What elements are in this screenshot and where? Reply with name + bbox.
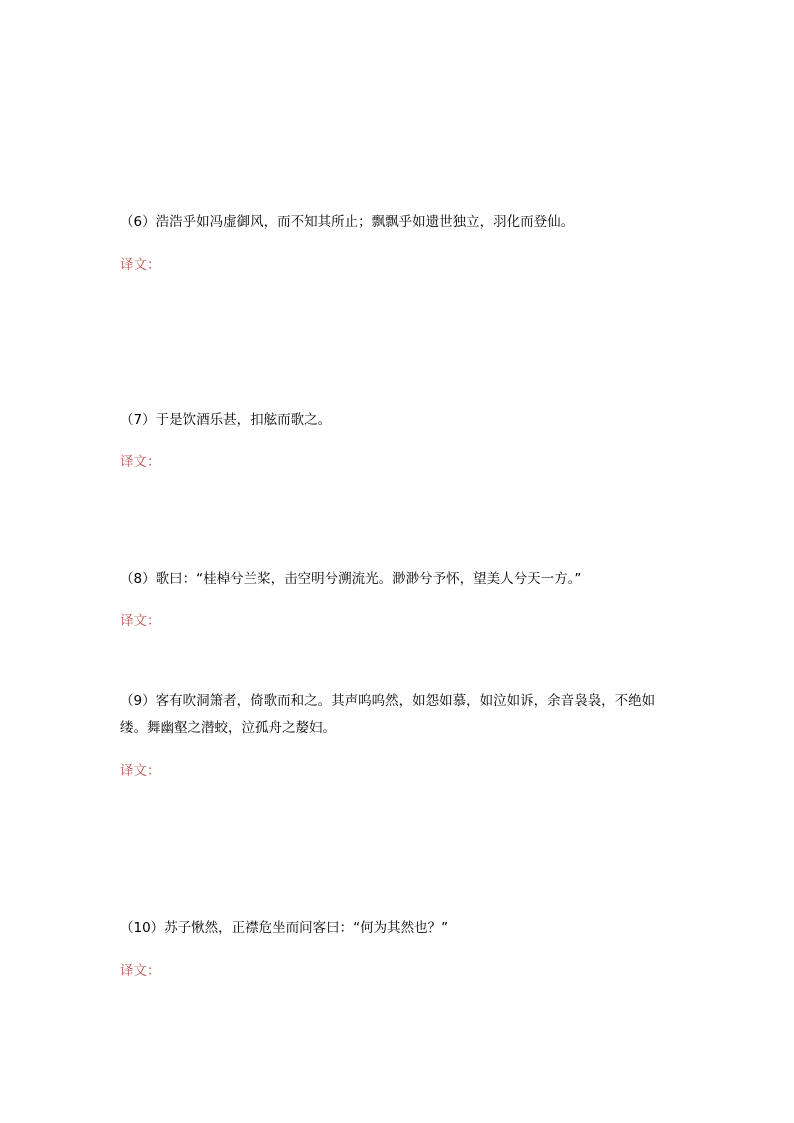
question-number: （6） — [120, 214, 156, 230]
translation-label-6: 译文： — [120, 257, 161, 273]
question-text: 歌曰：“桂棹兮兰桨，击空明兮溯流光。渺渺兮予怀，望美人兮天一方。” — [155, 571, 582, 587]
translation-label-8: 译文： — [120, 613, 161, 629]
question-number: （9） — [120, 693, 156, 709]
translation-label-7: 译文： — [120, 454, 161, 470]
question-text: 苏子愀然，正襟危坐而问客曰：“何为其然也？” — [164, 920, 449, 936]
question-9 — [120, 688, 680, 742]
question-number: （10） — [120, 920, 165, 936]
question-number: （7） — [120, 412, 156, 428]
question-text: 于是饮酒乐甚，扣舷而歌之。 — [155, 412, 332, 428]
question-text: 客有吹洞箫者，倚歌而和之。其声呜呜然，如怨如慕，如泣如诉，余音袅袅，不绝如缕。舞幽壑之潜蛟，泣孤舟之嫠妇。 — [120, 693, 656, 736]
question-number: （8） — [120, 571, 156, 587]
translation-label-9: 译文： — [120, 763, 161, 779]
question-6 — [120, 209, 680, 236]
question-8 — [120, 566, 680, 593]
translation-label-10: 译文： — [120, 963, 161, 979]
question-7 — [120, 407, 680, 434]
question-text: 浩浩乎如冯虚御风，而不知其所止；飘飘乎如遗世独立，羽化而登仙。 — [155, 214, 575, 230]
question-10 — [120, 915, 680, 942]
